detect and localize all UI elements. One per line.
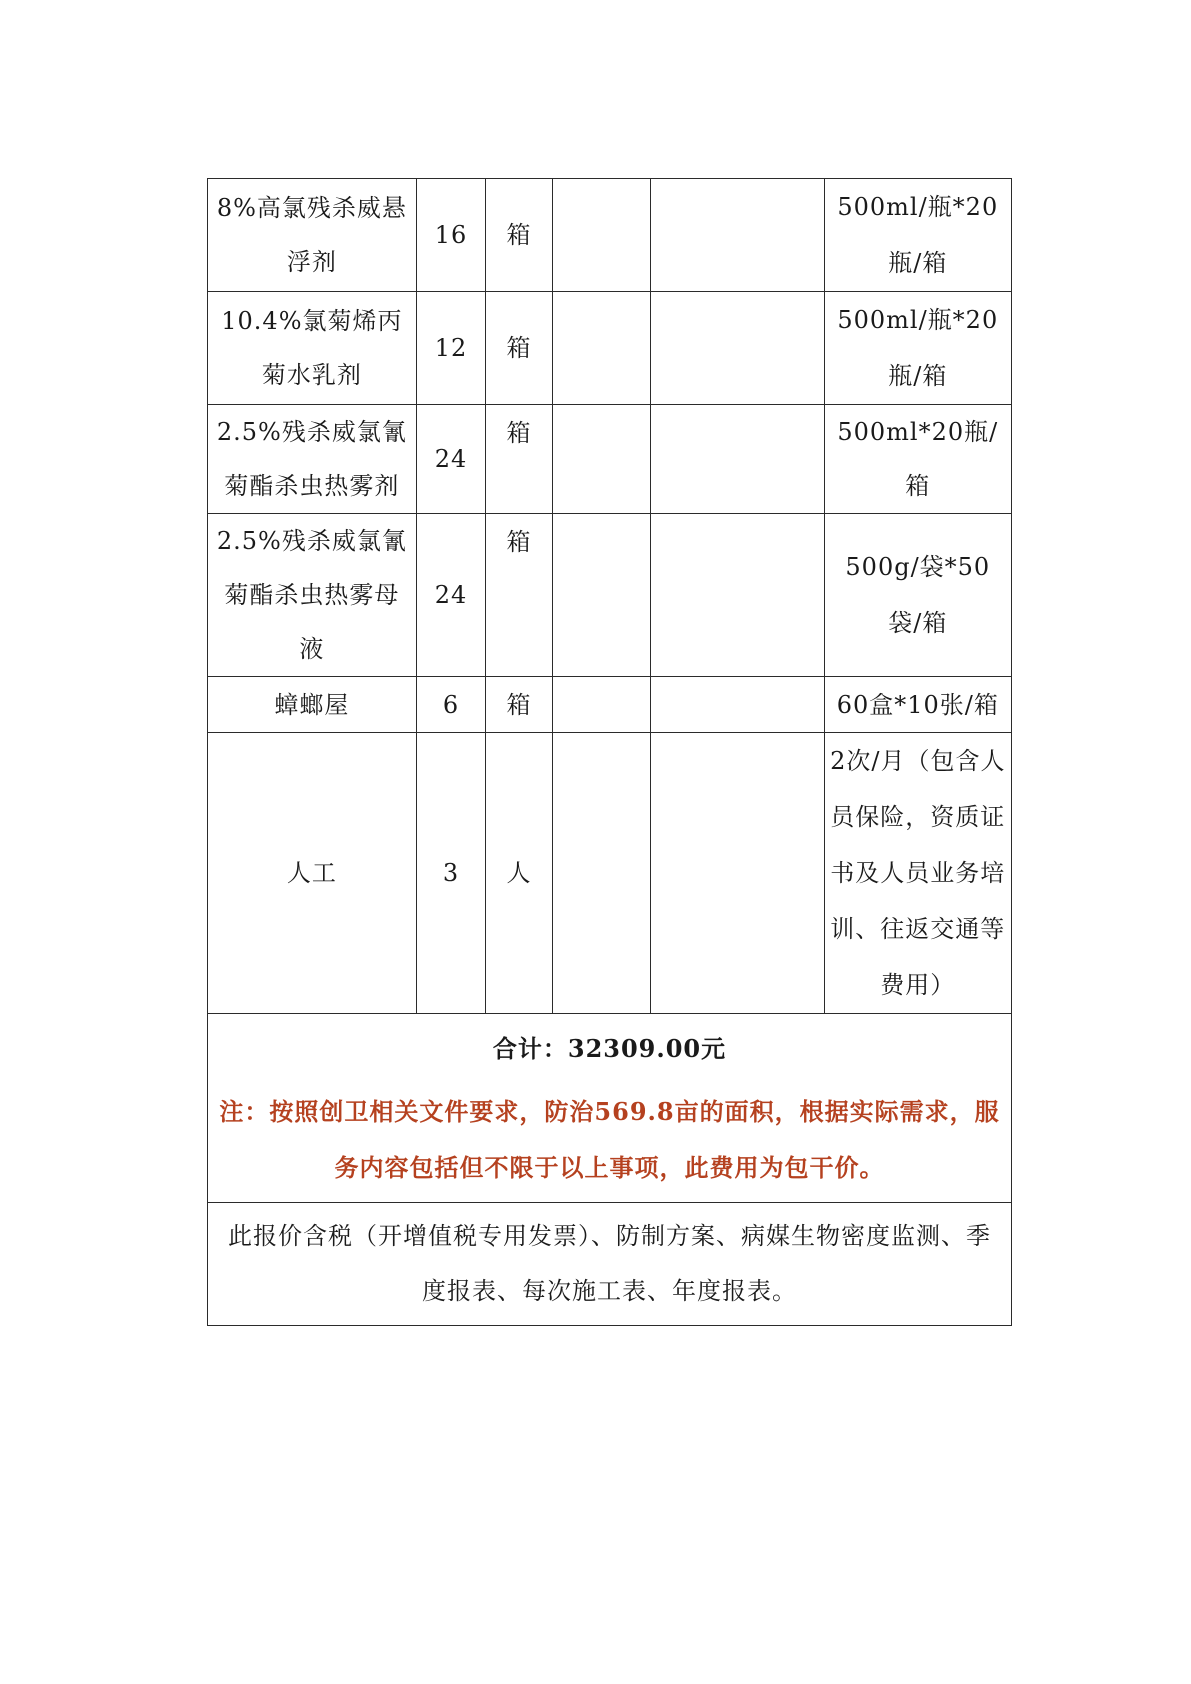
table-row [208,514,1012,677]
item-price [552,677,650,733]
total-row [208,1014,1012,1081]
item-qty: 3 [416,733,486,1014]
item-spec: 2次/月（包含人员保险，资质证书及人员业务培训、往返交通等费用） [824,733,1011,1014]
item-amount [651,733,824,1014]
item-name: 2.5%残杀威氯氰菊酯杀虫热雾剂 [208,405,417,514]
item-spec: 500ml/瓶*20瓶/箱 [824,179,1011,292]
item-name: 蟑螂屋 [208,677,417,733]
item-unit: 箱 [486,405,552,514]
table-row [208,405,1012,514]
table-row [208,179,1012,292]
item-qty: 12 [416,292,486,405]
item-unit: 箱 [486,677,552,733]
item-name: 8%高氯残杀威悬浮剂 [208,179,417,292]
tax-note: 此报价含税（开增值税专用发票）、防制方案、病媒生物密度监测、季度报表、每次施工表、年度报表。 [208,1203,1012,1326]
item-qty: 24 [416,514,486,677]
item-qty: 6 [416,677,486,733]
item-amount [651,292,824,405]
item-spec: 500g/袋*50袋/箱 [824,514,1011,677]
item-spec: 500ml*20瓶/箱 [824,405,1011,514]
item-price [552,179,650,292]
total-amount: 合计：32309.00元 [208,1014,1012,1081]
item-price [552,405,650,514]
item-name: 10.4%氯菊烯丙菊水乳剂 [208,292,417,405]
item-qty: 24 [416,405,486,514]
item-name: 2.5%残杀威氯氰菊酯杀虫热雾母液 [208,514,417,677]
item-amount [651,514,824,677]
item-price [552,514,650,677]
item-spec: 60盒*10张/箱 [824,677,1011,733]
note-row [208,1080,1012,1203]
item-price [552,292,650,405]
item-price [552,733,650,1014]
price-table [207,178,1012,1326]
item-spec: 500ml/瓶*20瓶/箱 [824,292,1011,405]
table-row [208,677,1012,733]
service-note: 注：按照创卫相关文件要求，防治569.8亩的面积，根据实际需求，服务内容包括但不限于以上事项，此费用为包干价。 [208,1080,1012,1203]
table-row [208,292,1012,405]
item-unit: 人 [486,733,552,1014]
tax-row [208,1203,1012,1326]
item-amount [651,677,824,733]
item-unit: 箱 [486,292,552,405]
item-amount [651,405,824,514]
table-row [208,733,1012,1014]
item-amount [651,179,824,292]
item-qty: 16 [416,179,486,292]
item-name: 人工 [208,733,417,1014]
item-unit: 箱 [486,179,552,292]
item-unit: 箱 [486,514,552,677]
